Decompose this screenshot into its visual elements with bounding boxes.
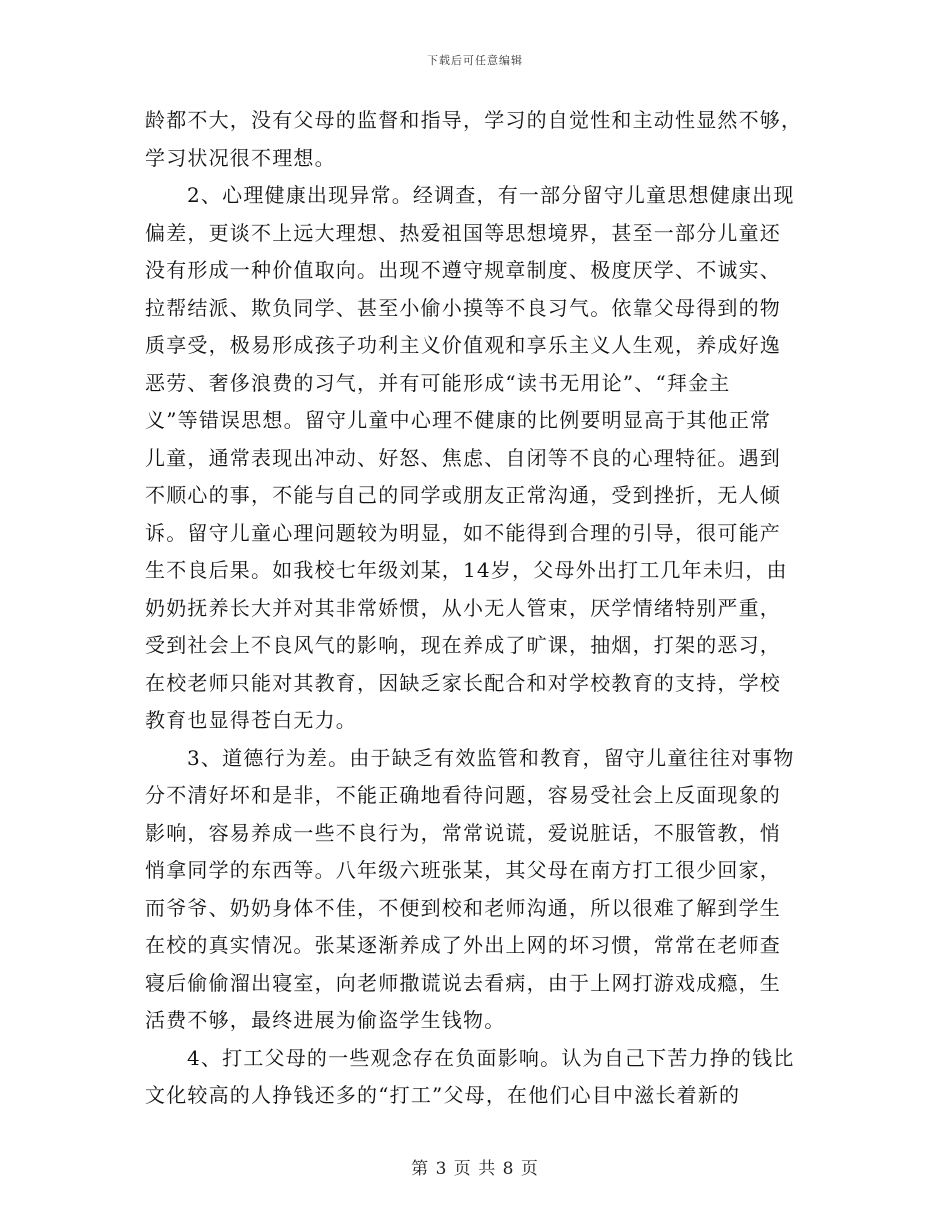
body-line: 在校的真实情况。张某逐渐养成了外出上网的坏习惯，常常在老师查 [145, 933, 781, 957]
body-line: 影响，容易养成一些不良行为，常常说谎，爱说脏话，不服管教，悄 [145, 820, 781, 845]
body-line: 生不良后果。如我校七年级刘某，14岁，父母外出打工几年未归，由 [145, 558, 788, 582]
body-line: 活费不够，最终进展为偷盗学生钱物。 [145, 1008, 506, 1032]
body-line: 义”等错误思想。留守儿童中心理不健康的比例要明显高于其他正常 [145, 408, 772, 432]
paragraph-heading-2: 2、心理健康出现异常。经调查，有一部分留守儿童思想健康出现 [187, 183, 795, 207]
body-line: 而爷爷、奶奶身体不佳，不便到校和老师沟通，所以很难了解到学生 [145, 895, 781, 920]
body-line: 儿童，通常表现出冲动、好怒、焦虑、自闭等不良的心理特征。遇到 [145, 445, 781, 470]
page-number: 第 3 页 共 8 页 [411, 1159, 539, 1179]
body-line: 在校老师只能对其教育，因缺乏家长配合和对学校教育的支持，学校 [145, 670, 781, 695]
body-line: 龄都不大，没有父母的监督和指导，学习的自觉性和主动性显然不够， [145, 108, 803, 132]
body-line: 诉。留守儿童心理问题较为明显，如不能得到合理的引导，很可能产 [145, 520, 781, 545]
body-line: 寝后偷偷溜出寝室，向老师撒谎说去看病，由于上网打游戏成瘾，生 [145, 970, 781, 995]
body-line: 学习状况很不理想。 [145, 145, 336, 170]
body-line: 奶奶抚养长大并对其非常娇惯，从小无人管束，厌学情绪特别严重， [145, 595, 781, 620]
body-line: 受到社会上不良风气的影响，现在养成了旷课，抽烟，打架的恶习， [145, 633, 781, 657]
body-line: 教育也显得苍白无力。 [145, 708, 357, 732]
body-line: 文化较高的人挣钱还多的“打工”父母，在他们心目中滋长着新的 [145, 1083, 741, 1107]
body-line: 分不清好坏和是非，不能正确地看待问题，容易受社会上反面现象的 [145, 783, 781, 807]
body-line: 悄拿同学的东西等。八年级六班张某，其父母在南方打工很少回家， [145, 858, 781, 882]
paragraph-heading-3: 3、道德行为差。由于缺乏有效监管和教育，留守儿童往往对事物 [187, 745, 795, 770]
body-line: 质享受，极易形成孩子功利主义价值观和享乐主义人生观，养成好逸 [145, 333, 781, 357]
paragraph-heading-4: 4、打工父母的一些观念存在负面影响。认为自己下苦力挣的钱比 [187, 1045, 795, 1070]
page-header: 下载后可任意编辑 [427, 54, 523, 67]
body-line: 拉帮结派、欺负同学、甚至小偷小摸等不良习气。依靠父母得到的物 [145, 295, 781, 320]
body-line: 偏差，更谈不上远大理想、热爱祖国等思想境界，甚至一部分儿童还 [145, 220, 781, 245]
document-body [145, 102, 810, 1115]
body-line: 恶劳、奢侈浪费的习气，并有可能形成“读书无用论”、“拜金主 [145, 370, 731, 395]
body-line: 不顺心的事，不能与自己的同学或朋友正常沟通，受到挫折，无人倾 [145, 483, 781, 507]
body-line: 没有形成一种价值取向。出现不遵守规章制度、极度厌学、不诚实、 [145, 258, 781, 282]
